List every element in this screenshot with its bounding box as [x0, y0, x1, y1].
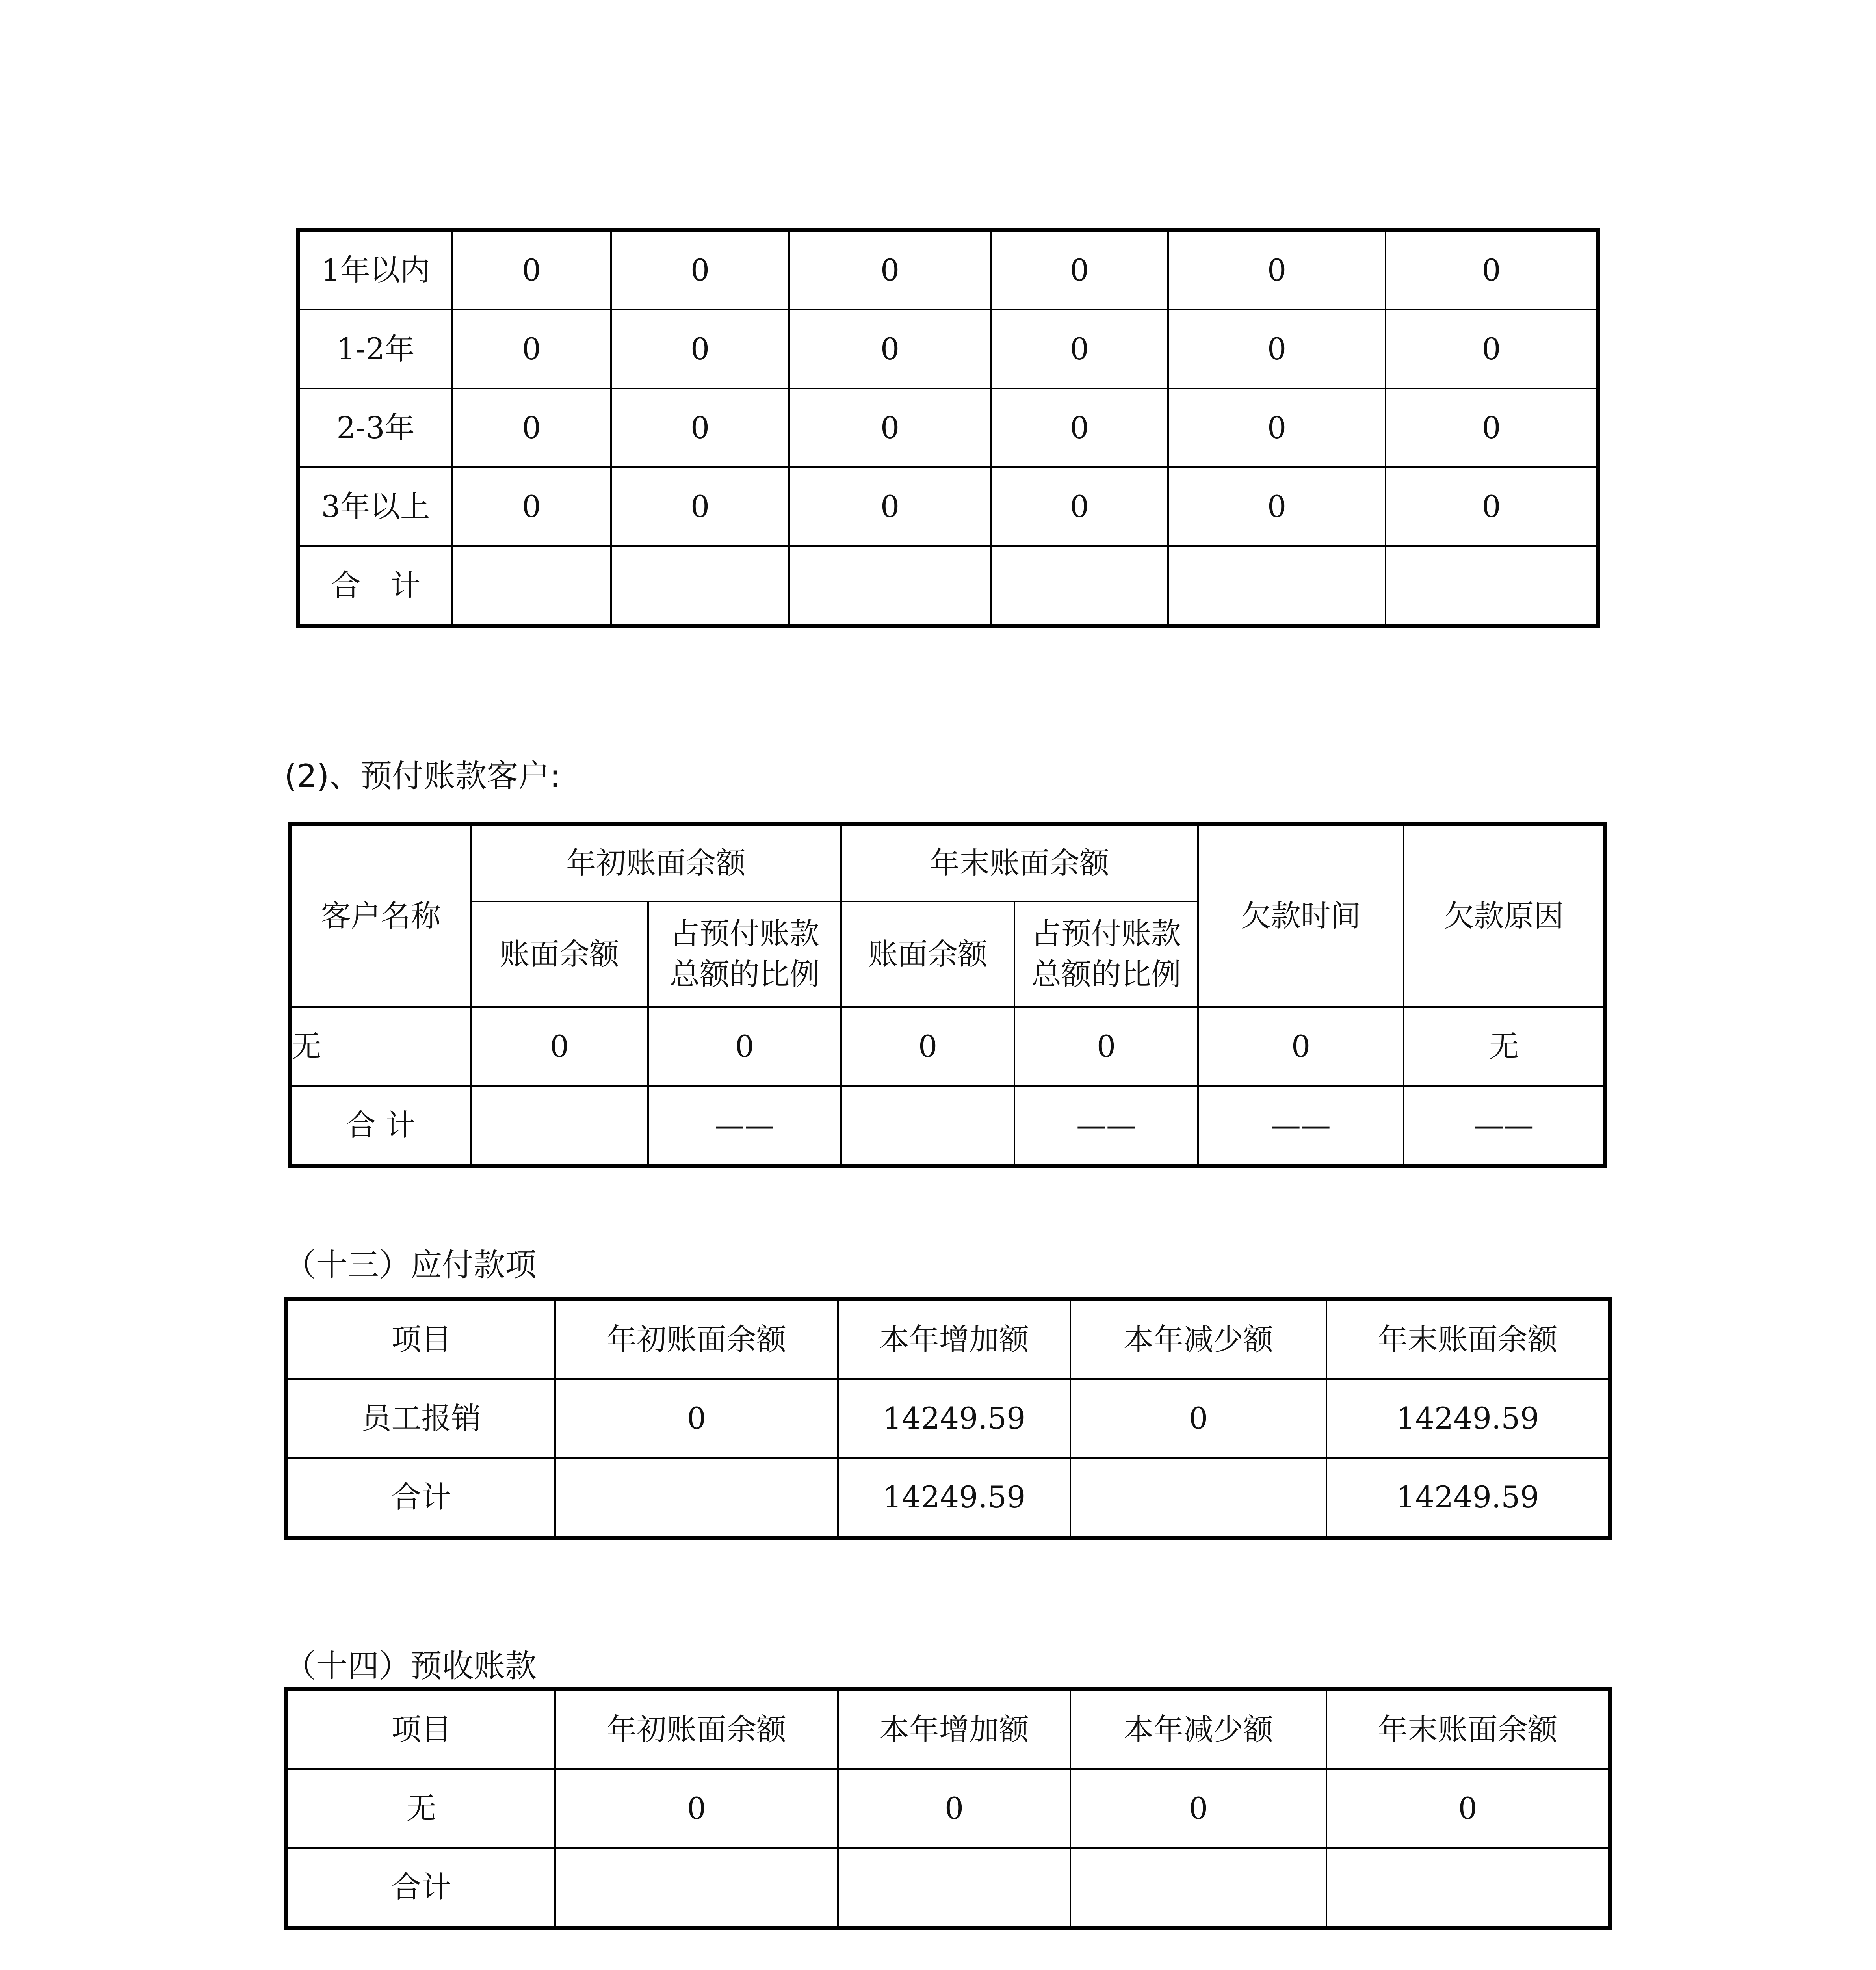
header-end-balance: 年末账面余额	[841, 824, 1198, 901]
table-cell: 0	[1386, 467, 1598, 546]
table-cell: 无	[286, 1769, 555, 1848]
column-header: 本年减少额	[1070, 1299, 1326, 1379]
table-cell: 0	[611, 388, 789, 467]
row-label: 1年以内	[298, 230, 452, 310]
table-cell: 0	[1014, 1007, 1198, 1086]
table-cell: 合计	[286, 1458, 555, 1538]
table-cell: 0	[789, 388, 991, 467]
prepaid-customer-name: 无	[290, 1007, 471, 1086]
table-cell: ——	[1198, 1086, 1404, 1166]
table-cell	[555, 1458, 838, 1538]
table-row	[298, 310, 1598, 388]
table-cell: 0	[1168, 230, 1386, 310]
table-cell	[1168, 546, 1386, 626]
table-cell: 0	[1070, 1769, 1326, 1848]
table-cell: 0	[991, 388, 1168, 467]
table-cell: 0	[1326, 1769, 1610, 1848]
row-label: 3年以上	[298, 467, 452, 546]
table-cell: ——	[1404, 1086, 1605, 1166]
table-cell: 0	[991, 467, 1168, 546]
table-cell: 0	[555, 1379, 838, 1458]
table-cell: 0	[789, 310, 991, 388]
table-cell: 0	[1168, 388, 1386, 467]
table-row	[298, 230, 1598, 310]
aging-table	[296, 228, 1600, 628]
column-header: 年末账面余额	[1326, 1689, 1610, 1769]
table-cell: 0	[841, 1007, 1014, 1086]
table-cell: 0	[452, 388, 611, 467]
table-cell	[991, 546, 1168, 626]
table-cell: 14249.59	[1326, 1379, 1610, 1458]
table-cell	[841, 1086, 1014, 1166]
row-label: 2-3年	[298, 388, 452, 467]
table-cell: 0	[789, 467, 991, 546]
table-cell: 14249.59	[1326, 1458, 1610, 1538]
table-cell	[452, 546, 611, 626]
prepaid-table	[288, 822, 1607, 1168]
table-cell: 0	[1168, 467, 1386, 546]
table-row	[298, 388, 1598, 467]
column-header: 本年增加额	[838, 1689, 1070, 1769]
header-book-balance-begin: 账面余额	[471, 901, 648, 1007]
table-cell: ——	[1014, 1086, 1198, 1166]
table-cell	[838, 1848, 1070, 1928]
column-header: 项目	[286, 1299, 555, 1379]
column-header: 年初账面余额	[555, 1299, 838, 1379]
table-cell: 0	[555, 1769, 838, 1848]
prepaid-heading: (2)、预付账款客户:	[284, 758, 561, 794]
table-row	[298, 467, 1598, 546]
table-cell: 0	[991, 230, 1168, 310]
table-cell: 无	[1404, 1007, 1605, 1086]
table-cell: 0	[1168, 310, 1386, 388]
table-cell: 0	[1070, 1379, 1326, 1458]
table-cell: 员工报销	[286, 1379, 555, 1458]
table-cell: 0	[611, 467, 789, 546]
table-cell: 0	[1386, 388, 1598, 467]
table-row	[286, 1769, 1610, 1848]
advance-receipts-heading: （十四）预收账款	[284, 1648, 537, 1684]
table-cell: 14249.59	[838, 1458, 1070, 1538]
table-row	[286, 1379, 1610, 1458]
table-row	[298, 546, 1598, 626]
table-cell: 0	[1198, 1007, 1404, 1086]
table-cell: ——	[648, 1086, 841, 1166]
payables-heading: （十三）应付款项	[284, 1247, 537, 1283]
table-cell	[1326, 1848, 1610, 1928]
table-cell	[1070, 1458, 1326, 1538]
table-cell: 0	[611, 310, 789, 388]
table-cell: 0	[1386, 310, 1598, 388]
row-label: 1-2年	[298, 310, 452, 388]
table-cell	[1070, 1848, 1326, 1928]
table-cell	[611, 546, 789, 626]
table-cell: 0	[471, 1007, 648, 1086]
header-customer: 客户名称	[290, 824, 471, 1007]
table-cell: 0	[789, 230, 991, 310]
column-header: 年初账面余额	[555, 1689, 838, 1769]
row-label: 合 计	[298, 546, 452, 626]
column-header: 本年减少额	[1070, 1689, 1326, 1769]
header-row	[286, 1689, 1610, 1769]
header-overdue-reason: 欠款原因	[1404, 824, 1605, 1007]
table-cell: 0	[452, 230, 611, 310]
table-row	[286, 1848, 1610, 1928]
table-row	[286, 1458, 1610, 1538]
table-cell: 0	[1386, 230, 1598, 310]
table-cell: 14249.59	[838, 1379, 1070, 1458]
table-cell	[471, 1086, 648, 1166]
prepaid-total-label: 合 计	[290, 1086, 471, 1166]
column-header: 年末账面余额	[1326, 1299, 1610, 1379]
payables-table	[284, 1297, 1612, 1540]
header-row	[286, 1299, 1610, 1379]
table-cell	[1386, 546, 1598, 626]
table-cell: 0	[991, 310, 1168, 388]
header-book-balance-end: 账面余额	[841, 901, 1014, 1007]
header-ratio-begin: 占预付账款总额的比例	[648, 901, 841, 1007]
table-cell	[789, 546, 991, 626]
column-header: 项目	[286, 1689, 555, 1769]
table-cell: 合计	[286, 1848, 555, 1928]
table-cell: 0	[648, 1007, 841, 1086]
column-header: 本年增加额	[838, 1299, 1070, 1379]
table-cell: 0	[452, 467, 611, 546]
table-cell: 0	[838, 1769, 1070, 1848]
header-overdue-time: 欠款时间	[1198, 824, 1404, 1007]
table-cell: 0	[452, 310, 611, 388]
advance-receipts-table	[284, 1687, 1612, 1930]
header-ratio-end: 占预付账款总额的比例	[1014, 901, 1198, 1007]
header-begin-balance: 年初账面余额	[471, 824, 841, 901]
table-cell: 0	[611, 230, 789, 310]
table-cell	[555, 1848, 838, 1928]
